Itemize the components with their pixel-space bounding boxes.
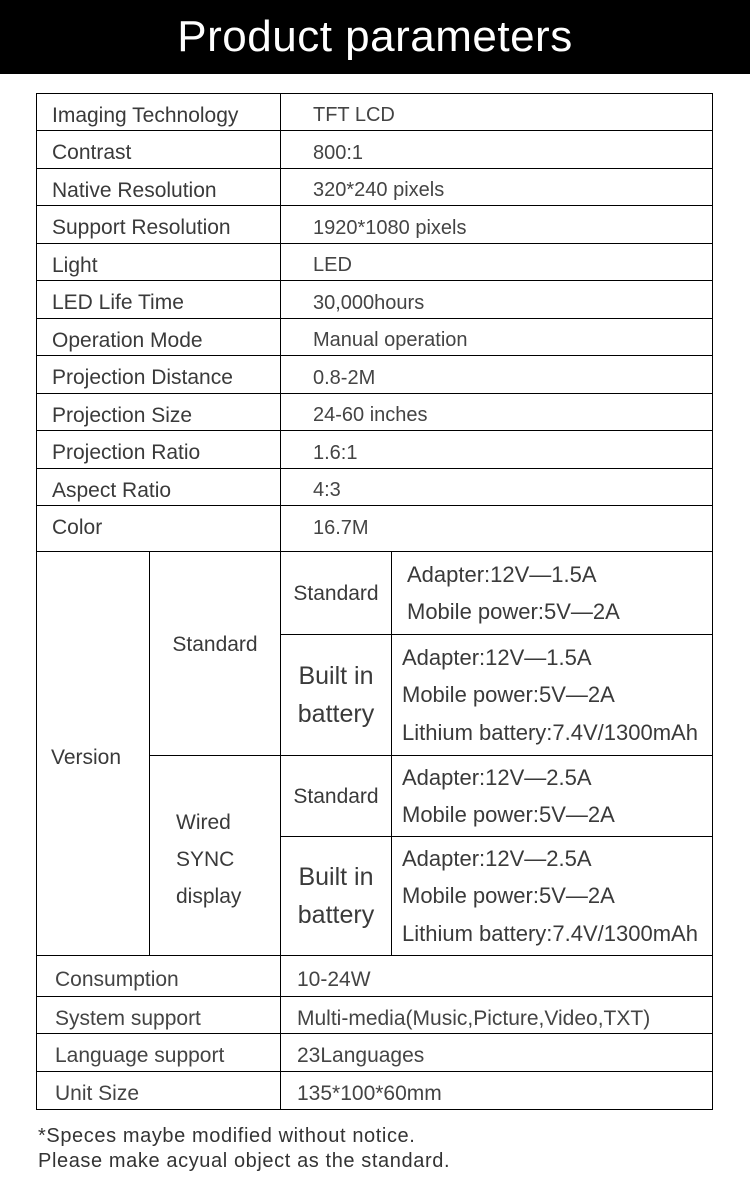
variant-label: Standard [293,784,379,808]
spec-label: Language support [36,1033,281,1072]
spec-value: 30,000hours [280,280,713,319]
spec-value: 23Languages [280,1033,713,1072]
detail-line: Lithium battery:7.4V/1300mAh [402,719,698,745]
variant-details [391,551,713,635]
version-group-label: display [176,885,242,908]
variant-details [391,836,713,956]
variant-standard [280,755,392,837]
spec-value: 1920*1080 pixels [280,205,713,244]
detail-line: Lithium battery:7.4V/1300mAh [402,920,698,946]
spec-label: Native Resolution [36,168,281,206]
spec-label: Contrast [36,130,281,169]
version-group-standard [149,551,281,756]
detail-line: Mobile power:5V—2A [402,883,615,909]
spec-label: System support [36,996,281,1034]
disclaimer-note [38,1124,450,1174]
variant-built-in-battery [280,836,392,956]
spec-value: 0.8-2M [280,355,713,394]
spec-label: Projection Distance [36,355,281,394]
version-group-label: Wired [176,811,231,834]
spec-label: Imaging Technology [36,93,281,131]
spec-value: TFT LCD [280,93,713,131]
spec-label: Aspect Ratio [36,468,281,506]
detail-line: Adapter:12V—1.5A [402,644,592,670]
spec-label: Light [36,243,281,281]
spec-value: LED [280,243,713,281]
disclaimer-line: Please make acyual object as the standard. [38,1150,451,1172]
spec-value: 16.7M [280,505,713,552]
detail-line: Adapter:12V—1.5A [407,561,597,587]
spec-value: Manual operation [280,318,713,356]
variant-label: Built in [298,662,374,690]
page-title-banner [0,0,750,74]
variant-details [391,755,713,837]
spec-value: 320*240 pixels [280,168,713,206]
spec-value: 1.6:1 [280,430,713,469]
variant-label: battery [297,901,375,929]
spec-label: Support Resolution [36,205,281,244]
detail-line: Mobile power:5V—2A [407,599,620,624]
spec-label: Projection Ratio [36,430,281,469]
spec-label: Color [36,505,281,552]
detail-line: Adapter:12V—2.5A [402,764,592,790]
spec-value: 800:1 [280,130,713,169]
version-group-label: SYNC [176,848,235,871]
version-group-label: Standard [172,633,258,656]
spec-label: Operation Mode [36,318,281,356]
detail-line: Mobile power:5V—2A [402,802,615,827]
spec-label: Consumption [36,955,281,997]
variant-details [391,634,713,756]
spec-label: Projection Size [36,393,281,431]
spec-value: 24-60 inches [280,393,713,431]
variant-label: Standard [293,581,379,605]
spec-label: Unit Size [36,1071,281,1110]
variant-label: battery [297,700,375,728]
detail-line: Adapter:12V—2.5A [402,845,592,871]
spec-value: 135*100*60mm [280,1071,713,1110]
spec-value: 10-24W [280,955,713,997]
disclaimer-line: *Speces maybe modified without notice. [38,1125,416,1147]
spec-value: Multi-media(Music,Picture,Video,TXT) [280,996,713,1034]
variant-standard [280,551,392,635]
version-group-wired-sync [149,755,281,956]
spec-label: LED Life Time [36,280,281,319]
variant-built-in-battery [280,634,392,756]
detail-line: Mobile power:5V—2A [402,682,615,708]
spec-value: 4:3 [280,468,713,506]
page-title: Product parameters [177,12,573,61]
version-label: Version [36,551,150,956]
variant-label: Built in [298,863,374,891]
